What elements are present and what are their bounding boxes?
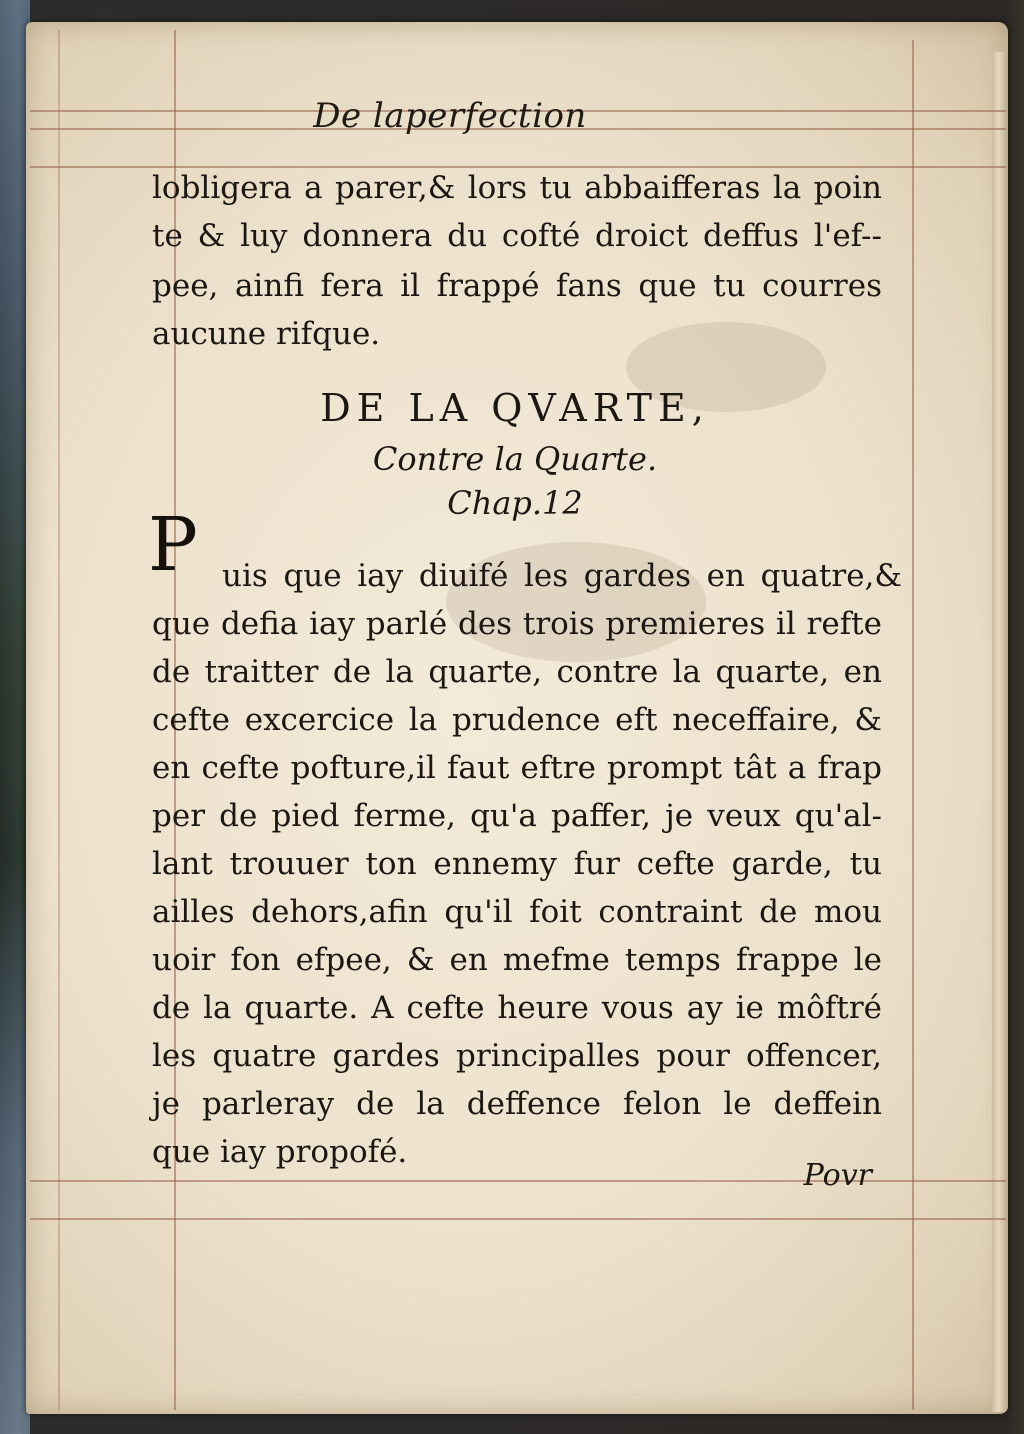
text-line: pee, ainfi fera il frappé fans que tu courres xyxy=(152,268,882,304)
drop-cap: P xyxy=(148,502,198,588)
frame-rule-bottom-2 xyxy=(30,1218,1006,1220)
text-line: aucune rifque. xyxy=(152,316,381,352)
text-line: per de pied ferme, qu'a paffer, je veux qu'al- xyxy=(152,798,882,834)
section-title: DE LA QVARTE, xyxy=(320,386,710,430)
text-line: les quatre gardes principalles pour offencer, xyxy=(152,1038,882,1074)
text-line: lobligera a parer,& lors tu abbaifferas la poin xyxy=(152,170,882,206)
text-line: de traitter de la quarte, contre la quarte, en xyxy=(152,654,882,690)
text-line: cefte excercice la prudence eft neceffaire, & xyxy=(152,702,882,738)
text-line: que iay propofé. xyxy=(152,1134,408,1170)
text-line: ailles dehors,afin qu'il foit contraint de mou xyxy=(152,894,882,930)
text-line: de la quarte. A cefte heure vous ay ie môftré xyxy=(152,990,882,1026)
text-line: te & luy donnera du cofté droict deffus l'ef-- xyxy=(152,218,882,254)
text-line: uis que iay diuifé les gardes en quatre,& xyxy=(222,558,902,594)
text-line: en cefte pofture,il faut eftre prompt tât a frap xyxy=(152,750,882,786)
chapter-number: Chap.12 xyxy=(447,484,583,522)
catchword: Povr xyxy=(803,1158,872,1193)
text-line: uoir fon efpee, & en mefme temps frappe le xyxy=(152,942,882,978)
frame-rule-outer-left xyxy=(58,30,60,1410)
frame-rule-right xyxy=(912,40,914,1410)
running-head: De laperfection xyxy=(313,96,587,136)
text-line: je parleray de la deffence felon le deffein xyxy=(152,1086,882,1122)
section-subtitle: Contre la Quarte. xyxy=(372,440,658,478)
adjacent-page-edge xyxy=(992,52,1008,1412)
text-line: lant trouuer ton ennemy fur cefte garde, tu xyxy=(152,846,882,882)
text-line: que defia iay parlé des trois premieres il refte xyxy=(152,606,882,642)
